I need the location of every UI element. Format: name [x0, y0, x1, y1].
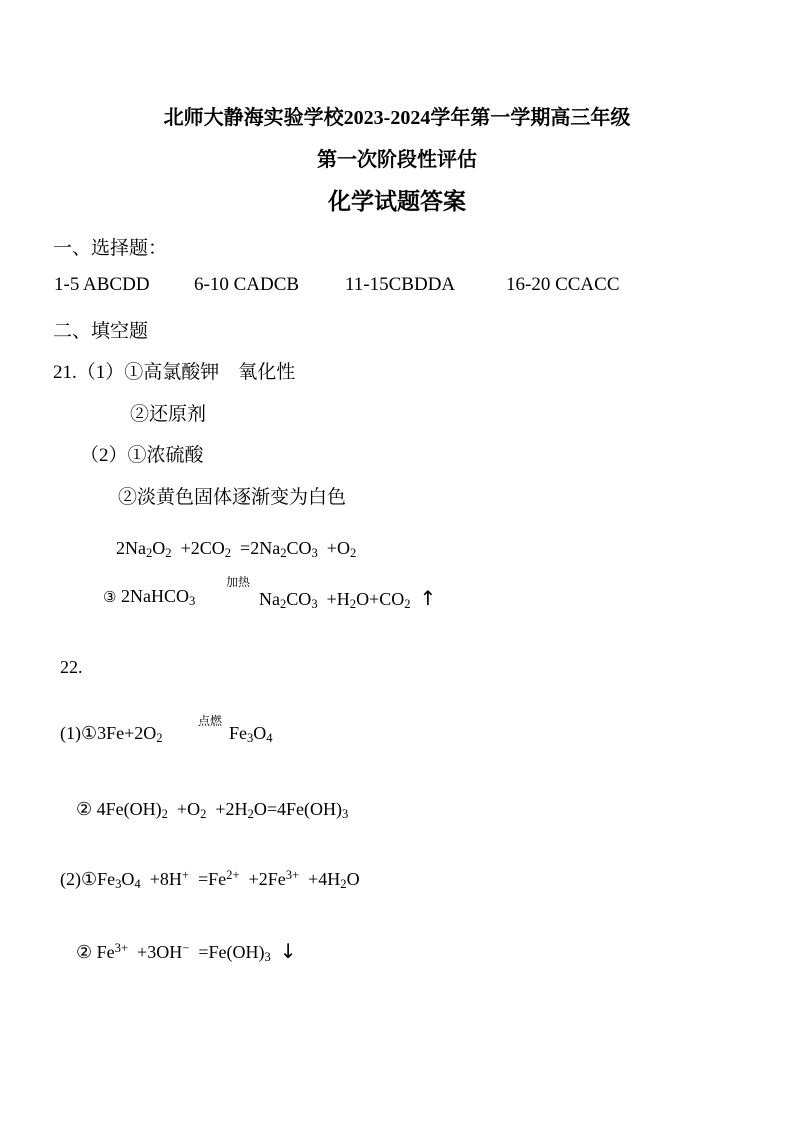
q22-equation-2: ② $4Fe(OH)_2 +O_2 +2H_2O=4Fe(OH)_3$	[76, 799, 349, 821]
title-line-1: 北师大静海实验学校2023-2024学年第一学期高三年级	[163, 107, 631, 129]
answer-6-10: 6-10 CADCB	[194, 274, 300, 295]
condition-heating: 加热	[226, 575, 251, 589]
q22-equation-1: $(1)①3Fe+2O_2$	[60, 723, 163, 745]
section2-heading: 二、填空题	[53, 321, 149, 342]
condition-ignition: 点燃	[198, 714, 223, 728]
q21-part1-line2: ②还原剂	[130, 404, 207, 425]
answer-16-20: 16-20 CCACC	[506, 274, 620, 295]
circle-3: ③	[103, 590, 117, 606]
answer-1-5: 1-5 ABCDD	[54, 274, 150, 295]
q22-equation-3: $(2)①Fe_3O_4 +8H^+ =Fe^{2+} +2Fe^{3+} +4H_2O$	[60, 868, 360, 891]
q21-equation-2: ③ 2NaHCO$_3$	[103, 586, 196, 608]
answer-11-15: 11-15CBDDA	[345, 274, 456, 295]
q22-equation-1-product: $Fe_3O_4$	[229, 723, 273, 745]
q21-part2-line2: ②淡黄色固体逐渐变为白色	[118, 487, 347, 508]
mc-answers	[0, 274, 794, 300]
precipitate-arrow-icon: ↓	[279, 939, 297, 963]
q22-equation-4: ② $Fe^{3+} +3OH^- =Fe(OH)_3$ ↓	[76, 939, 297, 964]
q22-number: 22.	[60, 657, 83, 677]
q21-equation-1: $2Na_2O_2 +2CO_2 =2Na_2CO_3 +O_2$	[116, 538, 357, 560]
title-line-2: 第一次阶段性评估	[317, 149, 477, 171]
q21-part1-line1: 21.（1）①高氯酸钾 氧化性	[53, 362, 296, 383]
gas-arrow-icon: ↑	[419, 586, 437, 610]
q21-equation-2-rhs: $Na_2CO_3 +H_2O+CO_2$ ↑	[259, 586, 437, 611]
title-line-3: 化学试题答案	[328, 189, 466, 214]
q21-part2-line1: （2）①浓硫酸	[80, 445, 204, 466]
section1-heading: 一、选择题：	[53, 238, 168, 259]
